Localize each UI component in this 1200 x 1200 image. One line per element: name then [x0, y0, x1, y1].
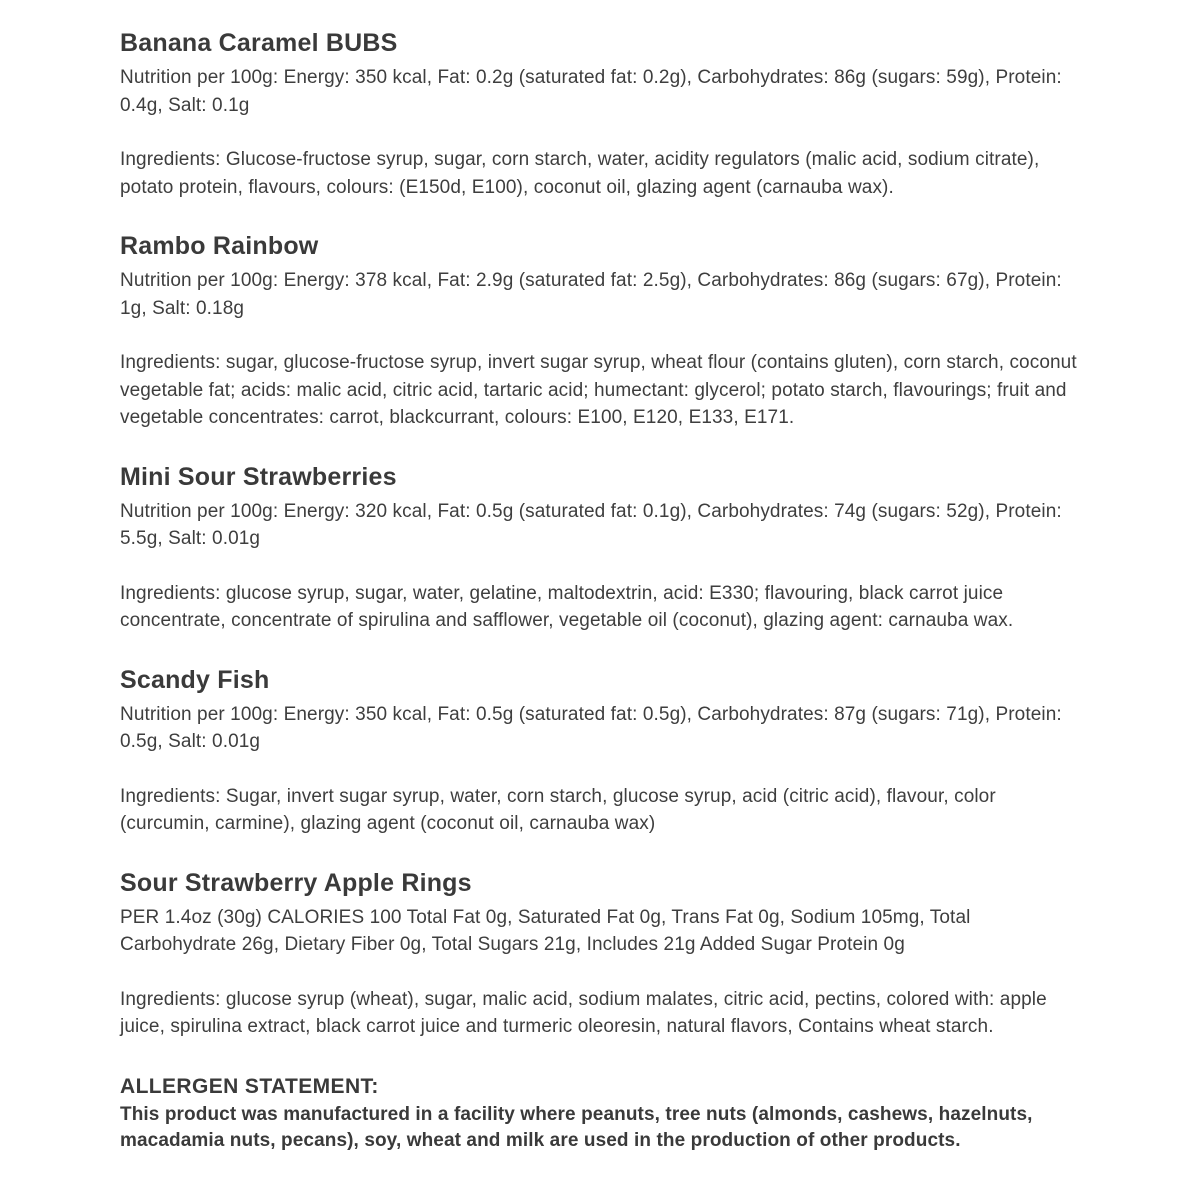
product-title: Sour Strawberry Apple Rings [120, 868, 472, 897]
product-nutrition-text: Nutrition per 100g: Energy: 378 kcal, Fat: 2.9g (saturated fat: 2.5g), Carbohydrates: 86g (sugars: 67g), Protein: 1g, Salt: 0.18g [120, 270, 1062, 319]
product-nutrition-text: Nutrition per 100g: Energy: 350 kcal, Fat: 0.5g (saturated fat: 0.5g), Carbohydrates: 87g (sugars: 71g), Protein: 0.5g, Salt: 0.01g [120, 703, 1062, 752]
product-nutrition-text: Nutrition per 100g: Energy: 320 kcal, Fat: 0.5g (saturated fat: 0.1g), Carbohydrates: 74g (sugars: 52g), Protein: 5.5g, Salt: 0.01g [120, 500, 1062, 549]
product-section-mini-sour-strawberries [120, 462, 1082, 635]
product-nutrition-text: Nutrition per 100g: Energy: 350 kcal, Fat: 0.2g (saturated fat: 0.2g), Carbohydrates: 86g (sugars: 59g), Protein: 0.4g, Salt: 0.1g [120, 67, 1062, 116]
product-title: Rambo Rainbow [120, 232, 319, 260]
product-nutrition-text: PER 1.4oz (30g) CALORIES 100 Total Fat 0g, Saturated Fat 0g, Trans Fat 0g, Sodium 105mg, Total Carbohydrate 26g, Dietary Fiber 0g, Total Sugars 21g, Includes 21g Added Sugar Protein 0g [120, 906, 971, 955]
product-ingredients-text: Ingredients: glucose syrup (wheat), sugar, malic acid, sodium malates, citric acid, pectins, colored with: apple juice, spirulina extract, black carrot juice and turmeric oleoresin, natural flavors, Contains wheat starch. [120, 988, 1047, 1037]
product-section-rambo-rainbow [120, 231, 1082, 432]
allergen-statement-text: This product was manufactured in a facility where peanuts, tree nuts (almonds, cashews, hazelnuts, macadamia nuts, pecans), soy, wheat and milk are used in the production of other products. [120, 1103, 1033, 1151]
allergen-statement-title: ALLERGEN STATEMENT: [120, 1074, 379, 1098]
product-title: Scandy Fish [120, 665, 270, 694]
product-ingredients-text: Ingredients: sugar, glucose-fructose syrup, invert sugar syrup, wheat flour (contains gluten), corn starch, coconut vegetable fat; acids: malic acid, citric acid, tartaric acid; humectant: glycerol; potato starch, flavourings; fruit and vegetable concentrates: carrot, blackcurrant, colours: E100, E120, E133, E171. [120, 352, 1077, 428]
product-ingredients-text: Ingredients: Glucose-fructose syrup, sugar, corn starch, water, acidity regulators (malic acid, sodium citrate), potato protein, flavours, colours: (E150d, E100), coconut oil, glazing agent (carnauba wax). [120, 149, 1040, 198]
product-ingredients-text: Ingredients: glucose syrup, sugar, water, gelatine, maltodextrin, acid: E330; flavouring, black carrot juice concentrate, concentrate of spirulina and safflower, vegetable oil (coconut), glazing agent: carnauba wax. [120, 582, 1014, 631]
allergen-statement-section [120, 1073, 1082, 1155]
product-section-sour-strawberry-apple-rings [120, 868, 1082, 1041]
product-title: Mini Sour Strawberries [120, 462, 397, 491]
product-section-scandy-fish [120, 665, 1082, 838]
product-ingredients-text: Ingredients: Sugar, invert sugar syrup, water, corn starch, glucose syrup, acid (citric acid), flavour, color (curcumin, carmine), glazing agent (coconut oil, carnauba wax) [120, 785, 996, 834]
product-section-banana-caramel-bubs [120, 28, 1082, 201]
product-title: Banana Caramel BUBS [120, 29, 398, 57]
